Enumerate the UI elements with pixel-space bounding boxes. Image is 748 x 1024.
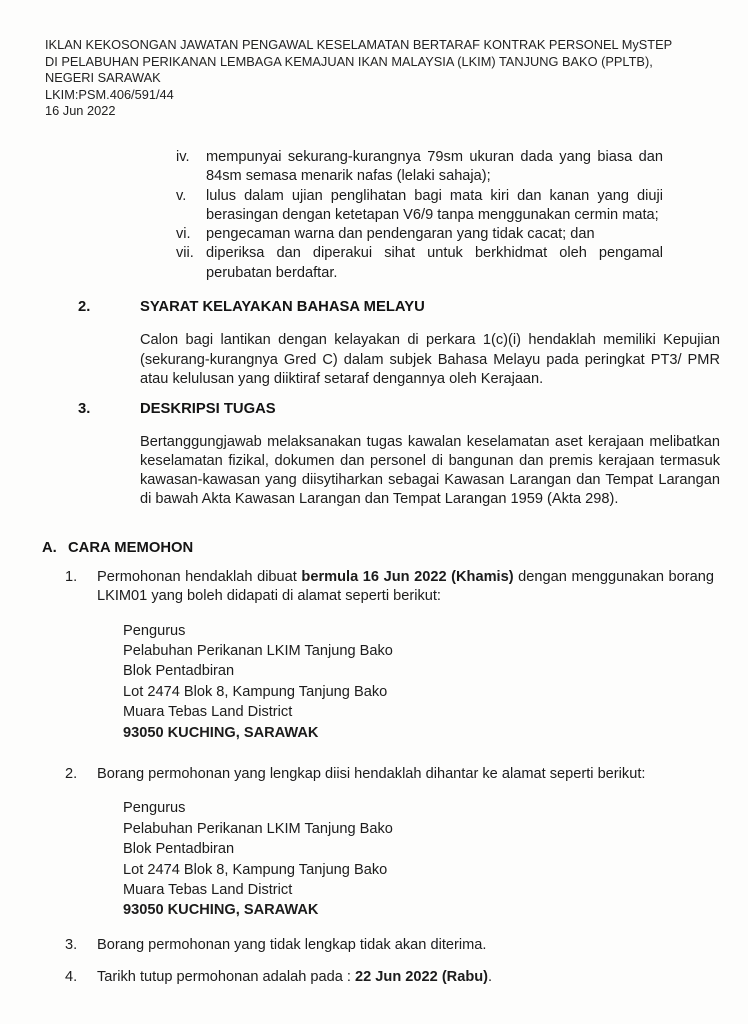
address-recipient: Pengurus	[123, 622, 186, 639]
header-title-line-1: IKLAN KEKOSONGAN JAWATAN PENGAWAL KESELAMATAN BERTARAF KONTRAK PERSONEL MySTEP	[45, 37, 673, 52]
item-text-regular: Tarikh tutup permohonan adalah pada :	[97, 969, 356, 986]
list-item-number: iv.	[176, 148, 190, 165]
address-recipient: Pengurus	[123, 800, 186, 817]
address-line: Blok Pentadbiran	[123, 663, 235, 680]
item-number: 4.	[65, 969, 78, 986]
section-syarat-kelayakan-bahasa-melayu	[0, 298, 748, 389]
list-item-number: v.	[176, 187, 187, 204]
list-item-number: vii.	[176, 245, 194, 262]
address-line: Muara Tebas Land District	[123, 704, 293, 721]
section-title: CARA MEMOHON	[68, 539, 194, 556]
closing-date-bold: 22 Jun 2022 (Rabu)	[355, 969, 489, 986]
list-item-vi	[176, 225, 663, 244]
list-item-vii	[176, 244, 663, 283]
item-number: 2.	[65, 766, 78, 783]
item-text: Borang permohonan yang lengkap diisi hendaklah dihantar ke alamat seperti berikut:	[97, 766, 646, 783]
list-item-text: diperiksa dan diperakui sihat untuk berkhidmat oleh pengamal perubatan berdaftar.	[206, 245, 663, 281]
list-item-text: mempunyai sekurang-kurangnya 79sm ukuran dada yang biasa dan 84sm semasa menarik nafas (lelaki sahaja);	[206, 148, 663, 185]
address-line: Pelabuhan Perikanan LKIM Tanjung Bako	[123, 820, 393, 837]
list-item-text: lulus dalam ujian penglihatan bagi mata kiri dan kanan yang diuji berasingan dengan ketetapan V6/9 tanpa menggunakan cermin mata;	[206, 187, 663, 223]
apply-item-3	[65, 936, 714, 955]
list-item-v	[176, 187, 663, 226]
section-paragraph: Calon bagi lantikan dengan kelayakan di perkara 1(c)(i) hendaklah memiliki Kepujian (sekurang-kurangnya Gred C) dalam subjek Bahasa Melayu pada peringkat PT3/ PMR atau kelulusan yang diiktiraf setaraf dengannya oleh Kerajaan.	[140, 332, 720, 387]
address-line: Lot 2474 Blok 8, Kampung Tanjung Bako	[123, 683, 388, 700]
item-text: Borang permohonan yang tidak lengkap tidak akan diterima.	[97, 936, 487, 953]
section-deskripsi-tugas	[0, 400, 748, 509]
document-header	[45, 0, 708, 120]
section-number: 3.	[78, 401, 91, 418]
item-text-regular: Permohonan hendaklah dibuat	[97, 569, 302, 586]
start-date-bold: bermula 16 Jun 2022 (Khamis)	[301, 569, 514, 586]
address-line: Muara Tebas Land District	[123, 881, 293, 898]
address-city-bold: 93050 KUCHING, SARAWAK	[123, 724, 319, 741]
section-paragraph: Bertanggungjawab melaksanakan tugas kawalan keselamatan aset kerajaan melibatkan keselamatan fizikal, dokumen dan personel di bangunan dan premis kerajaan termasuk kawasan-kawasan yang diisytiharkan sebagai Kawasan Larangan dan Tempat Larangan di bawah Akta Kawasan Larangan dan Tempat Larangan 1959 (Akta 298).	[140, 433, 720, 508]
header-date: 16 Jun 2022	[45, 103, 116, 119]
section-cara-memohon	[0, 539, 748, 988]
section-heading	[78, 400, 748, 419]
section-letter: A.	[42, 539, 57, 556]
item-number: 3.	[65, 936, 78, 953]
item-text-regular: dengan menggunakan borang LKIM01 yang boleh didapati di alamat seperti berikut:	[97, 569, 714, 605]
list-item-iv	[176, 148, 663, 187]
apply-item-2	[65, 765, 714, 784]
section-number: 2.	[78, 299, 91, 316]
header-title-line-2: DI PELABUHAN PERIKANAN LEMBAGA KEMAJUAN IKAN MALAYSIA (LKIM) TANJUNG BAKO (PPLTB),	[45, 53, 653, 69]
address-city-bold: 93050 KUCHING, SARAWAK	[123, 902, 319, 919]
address-line: Blok Pentadbiran	[123, 841, 235, 858]
section-title: DESKRIPSI TUGAS	[140, 401, 276, 418]
apply-item-4	[65, 968, 714, 987]
address-block-1	[123, 621, 748, 743]
header-title-line-3: NEGERI SARAWAK	[45, 70, 161, 86]
section-heading	[42, 539, 748, 558]
address-line: Lot 2474 Blok 8, Kampung Tanjung Bako	[123, 861, 388, 878]
list-item-number: vi.	[176, 226, 191, 243]
requirements-roman-list	[176, 148, 663, 283]
item-text	[97, 568, 714, 607]
header-reference-number: LKIM:PSM.406/591/44	[45, 86, 174, 102]
item-text	[97, 968, 714, 987]
apply-item-1	[65, 568, 714, 607]
address-block-2	[123, 798, 748, 920]
item-text-regular: .	[488, 969, 493, 986]
address-line: Pelabuhan Perikanan LKIM Tanjung Bako	[123, 643, 393, 660]
section-heading	[78, 298, 748, 317]
section-title: SYARAT KELAYAKAN BAHASA MELAYU	[140, 299, 425, 316]
item-number: 1.	[65, 569, 78, 586]
list-item-text: pengecaman warna dan pendengaran yang tidak cacat; dan	[206, 226, 595, 243]
